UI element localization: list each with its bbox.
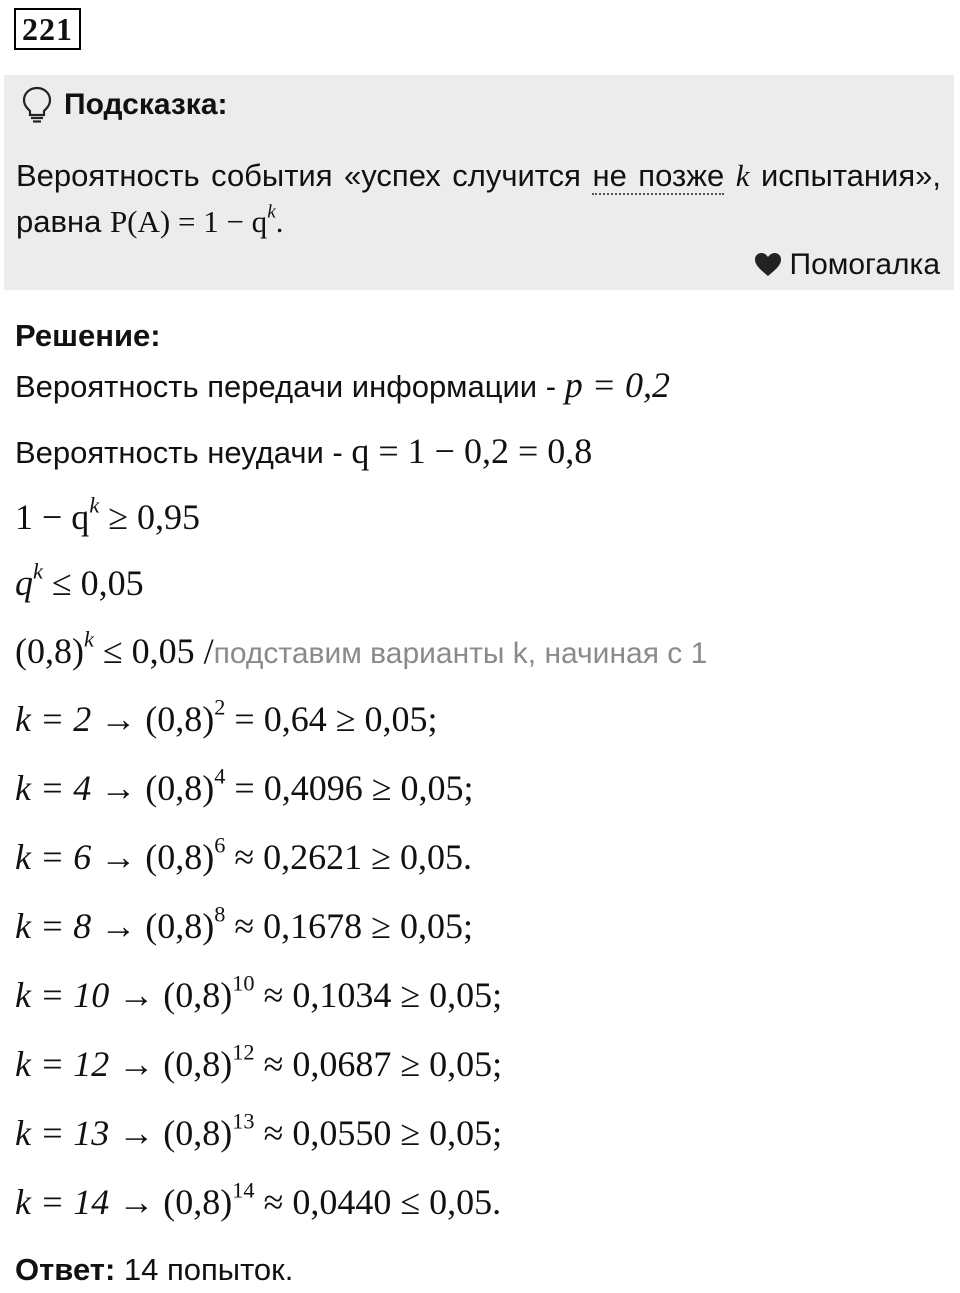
row-k8: $k = 8 \to (0,8)^8 \approx 0,1678 \ge 0,05$; [15,901,473,946]
task-number: 221 [14,8,81,50]
line2-text: Вероятность неудачи - [15,435,352,470]
hint-formula-end: . [275,204,284,239]
hint-title: Подсказка: [64,88,228,121]
lightbulb-icon [22,86,52,124]
hint-formula-exp: k [267,201,276,223]
line5-a: (0,8) [15,631,84,671]
hint-text [16,153,941,245]
answer-label: Ответ: [15,1252,116,1287]
line3-a: 1 − q [15,497,90,537]
solution-line-4 [15,558,144,604]
solution-line-3 [15,492,200,538]
row-k10: $k = 10 \to (0,8)^{10} \approx 0,1034 \ge 0,05$; [15,970,503,1015]
row-k14: $k = 14 \to (0,8)^{14} \approx 0,0440 \le 0,05$. [15,1177,502,1222]
hint-panel [4,75,954,290]
line5-sup: k [83,626,94,652]
line2-math: q = 1 − 0,2 = 0,8 [351,431,593,471]
line1-math: p = 0,2 [564,365,670,405]
row-k4: $k = 4 \to (0,8)^4 = 0,4096 \ge 0,05$; [15,763,474,808]
solution-title: Решение: [15,318,161,353]
row-k13: $k = 13 \to (0,8)^{13} \approx 0,0550 \ge 0,05$; [15,1108,503,1153]
answer [15,1252,293,1288]
line5-b: ≤ 0,05 / [93,631,214,671]
line5-note: подставим варианты k, начиная с 1 [213,637,708,670]
hint-header [22,85,228,125]
answer-value: 14 попыток. [115,1252,294,1287]
row-k2: $k = 2 \to (0,8)^2 = 0,64 \ge 0,05$; [15,694,438,739]
row-k12: $k = 12 \to (0,8)^{12} \approx 0,0687 \ge 0,05$; [15,1039,503,1084]
hint-text-part-2: испытания», равна [16,158,942,239]
hint-formula [109,201,284,239]
hint-formula-body: P(A) = 1 − q [109,204,268,239]
line4-b: ≤ 0,05 [42,563,144,603]
heart-icon [754,252,782,278]
brand-label: Помогалка [789,248,940,281]
solution-line-5 [15,626,708,672]
line1-text: Вероятность передачи информации - [15,369,565,404]
hint-var-k: k [735,158,750,193]
line3-b: ≥ 0,95 [99,497,200,537]
hint-text-part-1: Вероятность события «успех случится [16,158,593,193]
line3-sup: k [89,492,100,518]
solution-line-2 [15,430,592,472]
row-k6: $k = 6 \to (0,8)^6 \approx 0,2621 \ge 0,05$. [15,832,472,877]
hint-dotted-term[interactable]: не позже [592,158,725,193]
line4-a: q [15,563,33,603]
line4-sup: k [33,558,43,584]
solution-line-1 [15,364,670,406]
brand-link[interactable] [754,245,941,285]
